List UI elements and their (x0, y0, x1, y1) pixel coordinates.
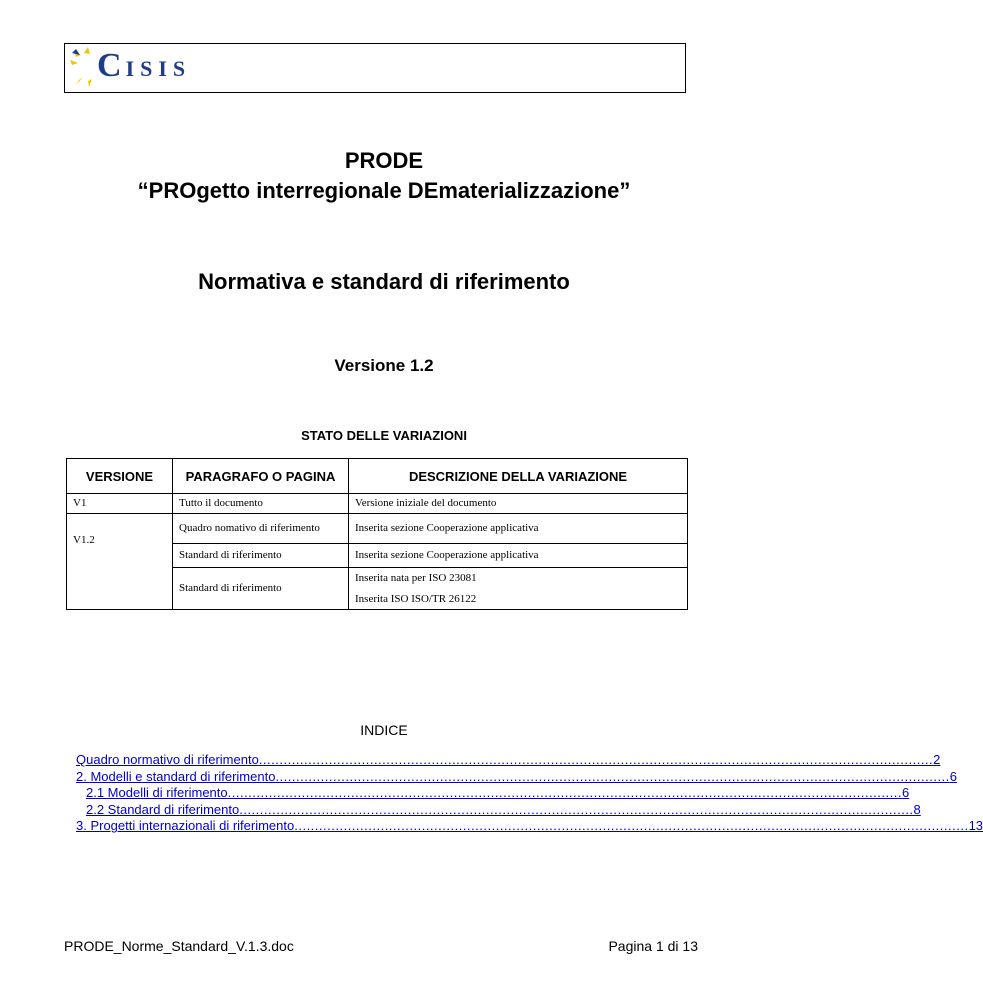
doc-title: PRODE (344, 148, 424, 173)
table-header-row (67, 459, 688, 494)
index-heading: INDICE (360, 722, 408, 738)
logo-rest-letters: ISIS (125, 56, 192, 81)
table-row (67, 514, 688, 544)
toc-link[interactable] (76, 785, 910, 802)
footer-filename: PRODE_Norme_Standard_V.1.3.doc (64, 938, 294, 954)
doc-title-extended: “PROgetto interregionale DEmaterializzazione” (137, 178, 631, 203)
header-paragraph: PARAGRAFO O PAGINA (173, 459, 349, 494)
doc-version: Versione 1.2 (334, 356, 434, 375)
toc-label: 2.1 Modelli di riferimento (86, 785, 228, 801)
toc-page: 8 (913, 801, 921, 817)
cell-description: Inserita sezione Cooperazione applicativa (349, 544, 688, 568)
toc-leader: .................................................................................................................................................................... (227, 785, 902, 801)
toc-page: 6 (901, 785, 910, 801)
doc-subtitle: Normativa e standard di riferimento (198, 269, 570, 294)
toc-leader: .................................................................................................................................................................... (294, 818, 969, 834)
cell-description-line: Inserita nata per ISO 23081 (355, 571, 477, 584)
footer-page-number: Pagina 1 di 13 (608, 938, 698, 954)
variations-heading: STATO DELLE VARIAZIONI (301, 428, 467, 443)
cell-description: Versione iniziale del documento (349, 494, 688, 514)
cell-paragraph: Standard di riferimento (173, 568, 349, 610)
cell-description-line: Inserita ISO ISO/TR 26122 (355, 592, 477, 605)
cell-description: Inserita sezione Cooperazione applicativa (349, 514, 688, 544)
toc-link[interactable] (76, 801, 921, 819)
toc-label: 2.2 Standard di riferimento (86, 801, 240, 817)
header-version: VERSIONE (67, 459, 173, 494)
toc-leader: .................................................................................................................................................................... (239, 801, 914, 817)
cell-version: V1 (67, 494, 173, 514)
toc-label: Quadro normativo di riferimento (76, 752, 259, 767)
table-row (67, 494, 688, 514)
toc-link[interactable] (76, 818, 983, 835)
logo-first-letter: C (97, 47, 126, 84)
table-of-contents (76, 752, 983, 835)
header-description: DESCRIZIONE DELLA VARIAZIONE (349, 459, 688, 494)
cell-paragraph: Tutto il documento (173, 494, 349, 514)
cell-version: V1.2 (67, 514, 173, 610)
cell-description-multi (349, 568, 688, 610)
toc-leader: .................................................................................................................................................................... (275, 768, 950, 784)
toc-label: 3. Progetti internazionali di riferimento (76, 818, 295, 834)
toc-page: 2 (933, 752, 941, 767)
toc-link[interactable] (76, 768, 958, 786)
logo-wordmark (97, 47, 192, 84)
cell-paragraph: Standard di riferimento (173, 544, 349, 568)
toc-label: 2. Modelli e standard di riferimento (76, 768, 276, 784)
variations-table (66, 458, 688, 610)
cell-paragraph: Quadro nomativo di riferimento (173, 514, 349, 544)
toc-leader: .................................................................................................................................................................... (258, 752, 934, 767)
toc-page: 6 (949, 768, 958, 784)
toc-link[interactable] (76, 752, 941, 769)
toc-page: 13 (968, 818, 983, 834)
